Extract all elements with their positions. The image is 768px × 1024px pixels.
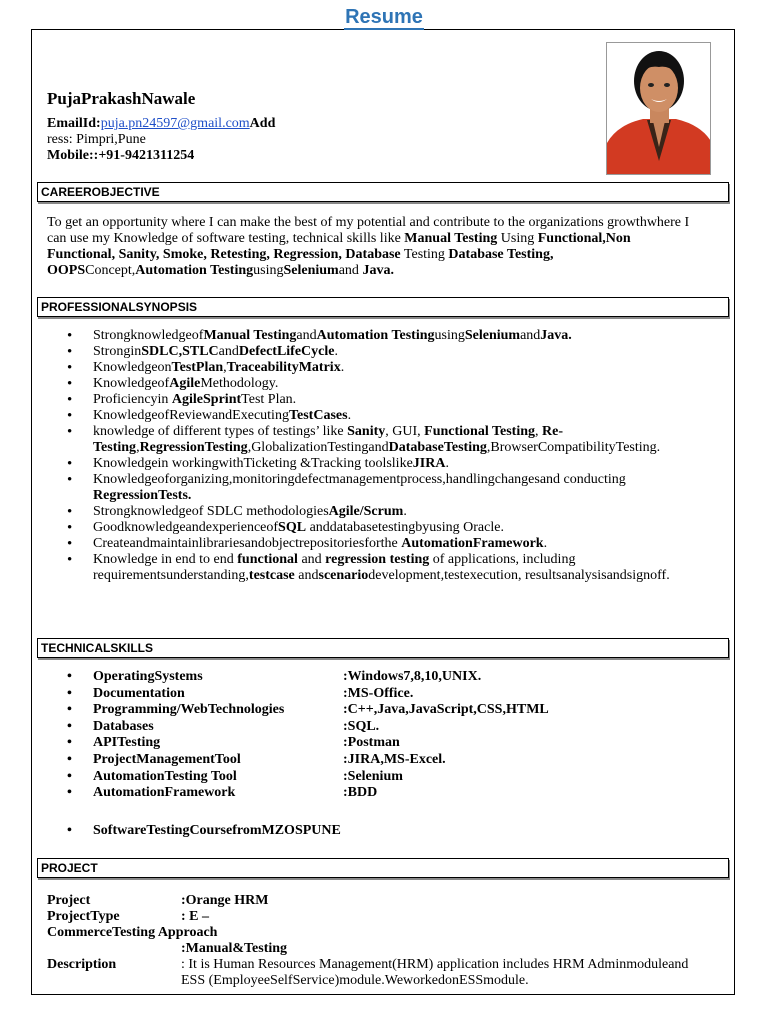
career-objective-text: To get an opportunity where I can make the best of my potential and contribute to the organizations growthwhere I can use my Knowledge of software testing, technical skills like Manual Testing Using Functional,Non Functional, Sanity, Smoke, Retesting, Regression, Database Testing Database Testing, OOPSConcept,Automation TestingusingSeleniumand Java. — [47, 215, 690, 278]
section-project: PROJECT — [37, 858, 729, 878]
section-technical-skills: TECHNICALSKILLS — [37, 638, 729, 658]
list-item: • GoodknowledgeandexperienceofSQL anddatabasetestingbyusing Oracle. — [47, 520, 707, 536]
skill-row: • AutomationTesting Tool :Selenium — [47, 769, 707, 786]
approach-row: :Manual&Testing — [181, 941, 288, 956]
skill-row: • Documentation :MS-Office. — [47, 686, 707, 703]
section-professional-synopsis: PROFESSIONALSYNOPSIS — [37, 297, 729, 317]
contact-block — [47, 116, 327, 164]
section-career-objective: CAREEROBJECTIVE — [37, 182, 729, 202]
skills-list — [47, 669, 707, 802]
project-type-row: ProjectType : E – — [47, 909, 209, 924]
description-row: Description : It is Human Resources Management(HRM) application includes HRM Adminmoduleand ESS (EmployeeSelfService)module.WeworkedonESSmodule. — [47, 957, 689, 988]
project-row: Project :Orange HRM — [47, 893, 269, 908]
resume-title: Resume — [345, 6, 423, 28]
list-item: • KnowledgeofAgileMethodology. — [47, 376, 707, 392]
list-item: • Strongknowledgeof SDLC methodologiesAgile/Scrum. — [47, 504, 707, 520]
skill-row: • ProjectManagementTool :JIRA,MS-Excel. — [47, 752, 707, 769]
skill-row: • Programming/WebTechnologies :C++,Java,JavaScript,CSS,HTML — [47, 702, 707, 719]
list-item: • Knowledge in end to end functional and regression testing of applications, including requirementsunderstanding,testcase andscenariodevelopment,testexecution, resultsanalysisandsignoff. — [47, 552, 707, 584]
candidate-name: PujaPrakashNawale — [47, 89, 196, 108]
list-item: • KnowledgeonTestPlan,TraceabilityMatrix. — [47, 360, 707, 376]
list-item: • KnowledgeofReviewandExecutingTestCases. — [47, 408, 707, 424]
skill-row: • AutomationFramework :BDD — [47, 785, 707, 802]
commerce-row: CommerceTesting Approach — [47, 925, 218, 940]
list-item: • Knowledgeoforganizing,monitoringdefectmanagementprocess,handlingchangesand conducting RegressionTests. — [47, 472, 707, 504]
profile-photo — [606, 42, 711, 175]
list-item: • knowledge of different types of testings’ like Sanity, GUI, Functional Testing, Re-Testing,RegressionTesting,GlobalizationTestingandDatabaseTesting,BrowserCompatibilityTesting. — [47, 424, 707, 456]
course-item: • SoftwareTestingCoursefromMZOSPUNE — [47, 823, 341, 839]
list-item: • StrongknowledgeofManual TestingandAutomation TestingusingSeleniumandJava. — [47, 328, 707, 344]
list-item: • Knowledgein workingwithTicketing &Tracking toolslikeJIRA. — [47, 456, 707, 472]
address-line: ress: Pimpri,Pune — [47, 132, 146, 147]
mobile-line: Mobile::+91-9421311254 — [47, 148, 195, 163]
list-item: • Createandmaintainlibrariesandobjectrepositoriesforthe AutomationFramework. — [47, 536, 707, 552]
list-item: • Proficiencyin AgileSprintTest Plan. — [47, 392, 707, 408]
skill-row: • APITesting :Postman — [47, 735, 707, 752]
email-line: EmailId:puja.pn24597@gmail.comAdd — [47, 116, 276, 131]
email-link[interactable]: puja.pn24597@gmail.com — [100, 116, 250, 131]
skill-row: • OperatingSystems :Windows7,8,10,UNIX. — [47, 669, 707, 686]
synopsis-list — [47, 328, 707, 584]
project-block — [47, 893, 707, 988]
course-list — [47, 823, 341, 839]
list-item: • StronginSDLC,STLCandDefectLifeCycle. — [47, 344, 707, 360]
skill-row: • Databases :SQL. — [47, 719, 707, 736]
